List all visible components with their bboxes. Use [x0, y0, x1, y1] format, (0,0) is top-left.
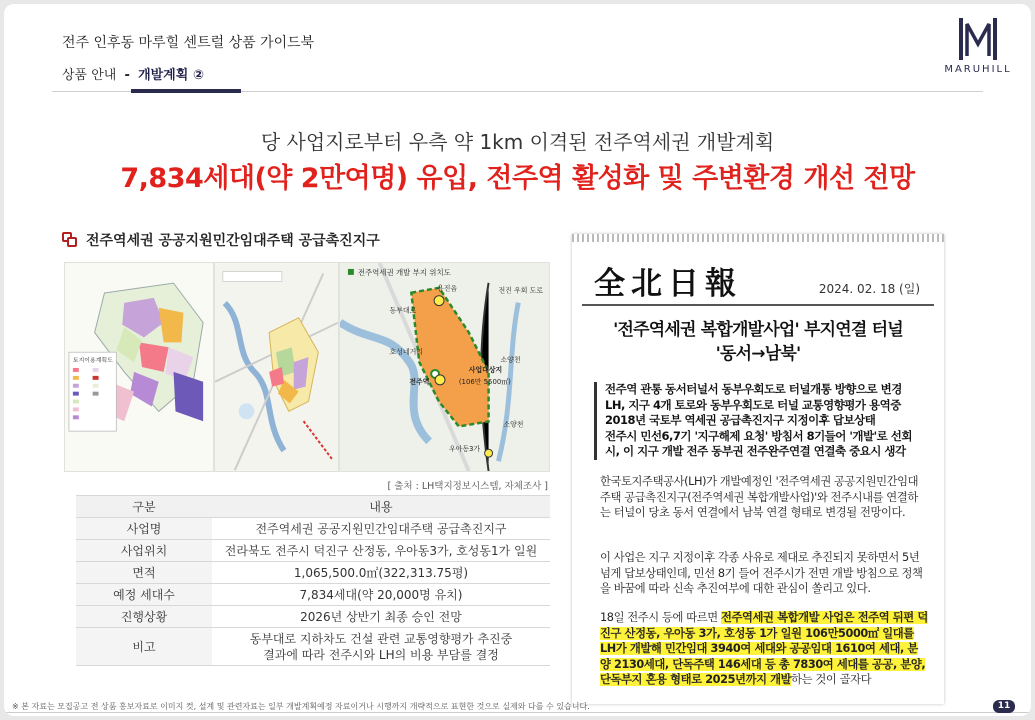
breadcrumb-current: 개발계획 ② — [138, 68, 204, 83]
newspaper-clipping — [572, 234, 944, 704]
label-jeonju-station: 전주역 — [409, 377, 430, 386]
news-headline-line: '전주역세권 복합개발사업' 부지연결 터널 — [613, 320, 903, 340]
label-hoseong-intersection: 호성네거리 — [389, 348, 423, 357]
table-header-category: 구분 — [76, 496, 212, 518]
breadcrumb-separator: - — [124, 68, 130, 83]
header-accent-bar — [131, 89, 241, 93]
table-key: 사업명 — [76, 518, 212, 540]
table-row — [76, 562, 550, 584]
site-location-graphic — [340, 263, 549, 471]
maruhill-logo — [935, 16, 1021, 80]
table-value-line: 결과에 따라 전주시와 LH의 비용 부담를 결정 — [263, 647, 499, 662]
news-headline — [572, 318, 944, 366]
footer-disclaimer: ※ 본 자료는 모집공고 전 상품 홍보자료로 이미지 컷, 설계 및 관련자료는 일부 개발계획예정 자료이거나 시행까지 개략적으로 표현한 것으로 실제와 다를 수 있습니다. — [12, 702, 590, 711]
table-row — [76, 540, 550, 562]
newspaper-masthead: 全北日報 — [594, 266, 742, 302]
section-heading — [62, 230, 380, 250]
regional-overview-map — [214, 262, 339, 472]
table-row — [76, 518, 550, 540]
table-key: 사업위치 — [76, 540, 212, 562]
project-info-table — [76, 495, 550, 666]
overlap-squares-icon — [62, 232, 78, 248]
breadcrumb-parent: 상품 안내 — [62, 68, 117, 83]
table-key: 비고 — [76, 628, 212, 666]
table-value — [212, 628, 550, 666]
table-key: 진행상황 — [76, 606, 212, 628]
table-row — [76, 606, 550, 628]
news-paragraph-text: 하는 것이 골자다 — [791, 673, 872, 686]
table-value: 7,834세대(약 20,000명 유치) — [212, 584, 550, 606]
page — [4, 4, 1031, 716]
news-subheading: 2018년 국토부 역세권 공급촉진지구 지정이후 답보상태 — [605, 413, 876, 427]
site-map-title: 전주역세권 개발 부지 위치도 — [357, 267, 451, 277]
logo-wordmark: MARUHILL — [944, 64, 1012, 75]
label-ua-dong: 우아동3가 — [448, 445, 481, 454]
label-soyangcheon-2: 소양천 — [503, 420, 524, 429]
maruhill-logo-mark — [956, 16, 1000, 62]
news-highlight: 전주역세권 복합개발 사업은 전주역 뒤편 덕진구 산정동, 우아동 3가, 호성동 1가 일원 106만5000㎡ 일대를 LH가 개발해 민간임대 3940여 세대와 공공임대 1610여 세대, 분양 2130세대, 단독주택 146세대 등 총 7830여 세대를 공공, 분양, 단독부지 혼용 형태로 2025년까지 개발 — [600, 611, 928, 686]
label-project-area: (106만 5500㎡) — [458, 377, 511, 386]
news-paragraph — [600, 610, 928, 688]
headline-title: 7,834세대(약 2만여명) 유입, 전주역 활성화 및 주변환경 개선 전망 — [120, 163, 915, 194]
table-value: 전주역세권 공공지원민간임대주택 공급촉진지구 — [212, 518, 550, 540]
land-use-plan-map — [64, 262, 214, 472]
table-row — [76, 584, 550, 606]
clipping-torn-edge — [572, 234, 944, 242]
news-paragraph-text: 18일 전주시 등에 따르면 — [600, 611, 721, 624]
news-subheadings — [594, 382, 932, 460]
land-use-legend-title: 토지이용계획도 — [72, 358, 113, 365]
land-use-plan-graphic — [65, 263, 213, 471]
footer-divider — [4, 712, 1031, 713]
news-subheading: 전주역 관통 동서터널서 동부우회도로 터널개통 방향으로 변경 — [605, 382, 902, 396]
newspaper-date: 2024. 02. 18 (일) — [818, 282, 920, 296]
label-project-site: 사업대상지 — [468, 365, 503, 374]
site-maps — [64, 262, 550, 472]
table-value: 전라북도 전주시 덕진구 산정동, 우아동3가, 호성동1가 일원 — [212, 540, 550, 562]
table-header-row — [76, 496, 550, 518]
news-subheading: 시, 이 지구 개발 전주 동부권 전주완주연결 연결축 중요시 생각 — [605, 444, 906, 458]
section-heading-text: 전주역세권 공공지원민간임대주택 공급촉진지구 — [86, 233, 380, 249]
table-row — [76, 628, 550, 666]
site-location-map — [339, 262, 550, 472]
table-key: 면적 — [76, 562, 212, 584]
table-value: 2026년 상반기 최종 승인 전망 — [212, 606, 550, 628]
label-yongjin: 용진읍 — [437, 284, 458, 293]
page-number-badge: 11 — [993, 700, 1015, 713]
newspaper-divider — [582, 304, 934, 306]
source-caption: [ 출처 : LH택지정보시스템, 자체조사 ] — [387, 481, 548, 492]
news-paragraph: 이 사업은 지구 지정이후 각종 사유로 제대로 추진되지 못하면서 5년 넘게 답보상태인데, 민선 8기 들어 전주시가 전면 개발 방침으로 정책을 바꿈에 따라 신속 추진여부에 대한 관심이 쏠리고 있다. — [600, 551, 923, 595]
label-dongbu-daero: 동부대로 — [389, 306, 417, 315]
headline-subtitle: 당 사업지로부터 우측 약 1km 이격된 전주역세권 개발계획 — [260, 130, 775, 154]
label-bypass-road: 전진 우회 도로 — [498, 286, 544, 295]
news-subheading: 전주시 민선6,7기 '지구해제 요청' 방침서 8기들어 '개발'로 선회 — [605, 428, 912, 443]
table-value-line: 동부대로 지하차도 건설 관련 교통영향평가 추진중 — [249, 631, 513, 646]
table-value: 1,065,500.0㎡(322,313.75평) — [212, 562, 550, 584]
news-subheading: LH, 지구 4개 토로와 동부우회도로 터널 교통영향평가 용역중 — [605, 397, 901, 412]
news-headline-line: '동서→남북' — [715, 344, 801, 364]
breadcrumb — [62, 64, 204, 83]
table-header-content: 내용 — [212, 496, 550, 518]
table-key: 예정 세대수 — [76, 584, 212, 606]
news-paragraph: 한국토지주택공사(LH)가 개발예정인 '전주역세권 공공지원민간임대주택 공급촉진지구(전주역세권 복합개발사업)'와 전주시내를 연결하는 터널이 당초 동서 연결에서 남북 연결 형태로 변경될 전망이다. — [600, 475, 919, 519]
document-title: 전주 인후동 마루힐 센트럴 상품 가이드북 — [62, 35, 315, 51]
label-soyangcheon: 소양천 — [500, 356, 521, 365]
regional-overview-graphic — [215, 263, 338, 471]
